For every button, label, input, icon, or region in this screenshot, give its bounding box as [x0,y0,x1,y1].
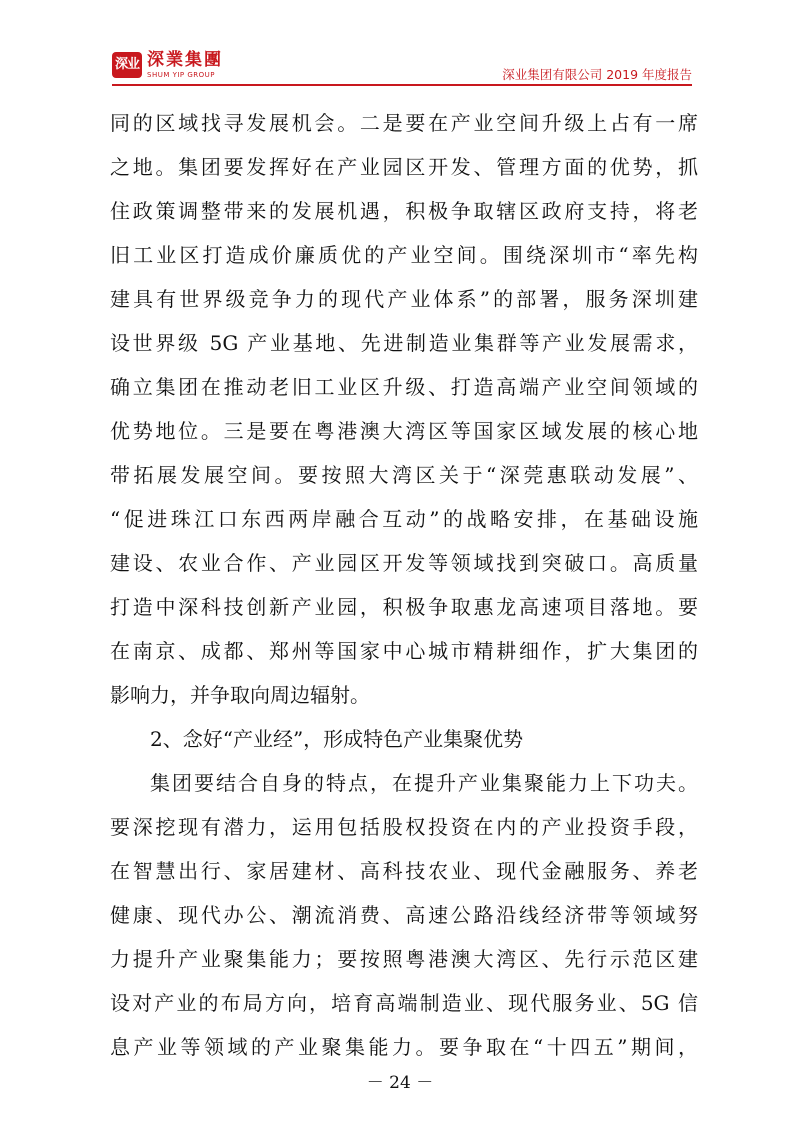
text-line: 要深挖现有潜力，运用包括股权投资在内的产业投资手段， [110,815,698,839]
text-line: 力提升产业聚集能力；要按照粤港澳大湾区、先行示范区建 [110,947,698,971]
text-line: “促进珠江口东西两岸融合互动”的战略安排，在基础设施 [110,507,698,531]
text-line: 确立集团在推动老旧工业区升级、打造高端产业空间领域的 [110,375,698,399]
text-line: 设对产业的布局方向，培育高端制造业、现代服务业、5G 信 [110,991,698,1015]
text-line: 集团要结合自身的特点，在提升产业集聚能力上下功夫。 [150,771,698,795]
text-line: 优势地位。三是要在粤港澳大湾区等国家区域发展的核心地 [110,419,698,443]
text-line: 在智慧出行、家居建材、高科技农业、现代金融服务、养老 [110,859,698,883]
logo-seal-icon: 深业 [112,52,142,78]
text-line: 影响力，并争取向周边辐射。 [110,683,370,707]
section-heading: 2、念好“产业经”，形成特色产业集聚优势 [150,727,524,751]
text-line: 建具有世界级竞争力的现代产业体系”的部署，服务深圳建 [110,287,698,311]
text-line: 同的区域找寻发展机会。二是要在产业空间升级上占有一席 [110,111,698,135]
page-number: － 24 － [366,1073,434,1093]
logo-english-name: SHUM YIP GROUP [147,71,216,79]
text-line: 带拓展发展空间。要按照大湾区关于“深莞惠联动发展”、 [110,463,698,487]
text-line: 建设、农业合作、产业园区开发等领域找到突破口。高质量 [110,551,698,575]
text-line: 之地。集团要发挥好在产业园区开发、管理方面的优势，抓 [110,155,698,179]
company-logo [112,50,242,82]
text-line: 旧工业区打造成价廉质优的产业空间。围绕深圳市“率先构 [110,243,698,267]
text-line: 在南京、成都、郑州等国家中心城市精耕细作，扩大集团的 [110,639,698,663]
text-line: 打造中深科技创新产业园，积极争取惠龙高速项目落地。要 [110,595,698,619]
text-line: 健康、现代办公、潮流消费、高速公路沿线经济带等领域努 [110,903,698,927]
logo-chinese-name: 深業集團 [147,50,223,70]
text-line: 设世界级 5G 产业基地、先进制造业集群等产业发展需求， [110,331,698,355]
text-line: 息产业等领域的产业聚集能力。要争取在“十四五”期间， [110,1035,698,1059]
header-divider [112,84,692,86]
report-title: 深业集团有限公司 2019 年度报告 [502,67,692,82]
text-line: 住政策调整带来的发展机遇，积极争取辖区政府支持，将老 [110,199,698,223]
body-text [110,101,698,1069]
page-header [112,50,692,88]
